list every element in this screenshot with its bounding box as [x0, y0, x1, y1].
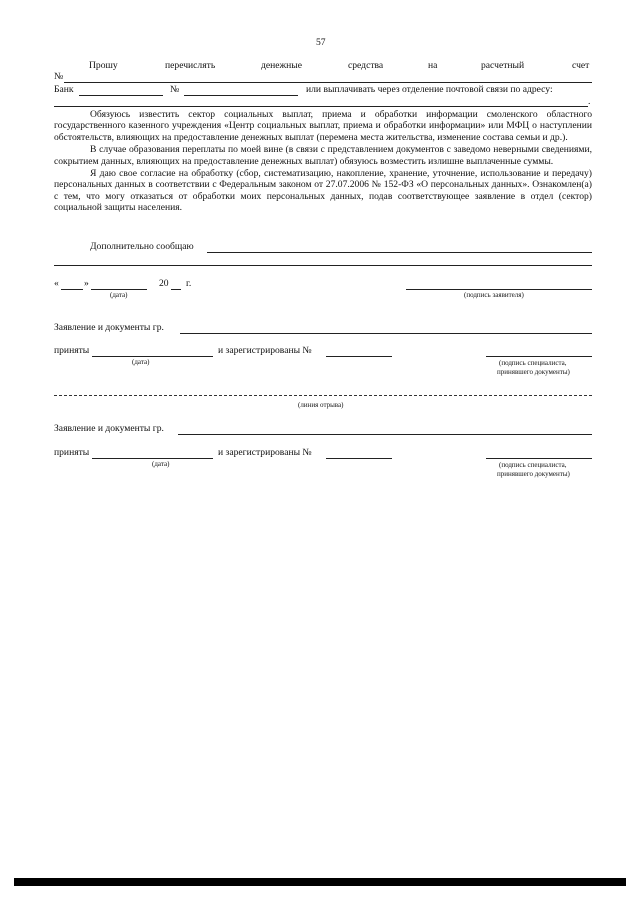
page-number: 57: [316, 37, 326, 48]
additional-info-field-2[interactable]: [54, 265, 592, 266]
paragraph-consent: Я даю свое согласие на обработку (сбор, систематизацию, накопление, хранение, уточнение, использование и передачу) персональных данных в соответствии с Федеральным законом от 27.07.2006 № 152-ФЗ «О персональных данных». Ознакомлен(а) с тем, что могу отказаться от обработки моих персональных данных, подав соответствующее заявление в отдел (сектор) социальной защиты населения.: [54, 168, 592, 214]
applicant-signature-field[interactable]: [406, 289, 592, 290]
account-number-label: №: [54, 71, 64, 82]
receipt2-registered-label: и зарегистрированы №: [218, 447, 312, 458]
header-word-2: перечислять: [165, 60, 216, 71]
applicant-signature-caption: (подпись заявителя): [464, 291, 524, 299]
bank-number-field[interactable]: [184, 95, 298, 96]
date-month-field[interactable]: [91, 289, 147, 290]
receipt2-accepted-label: приняты: [54, 447, 90, 458]
receipt1-reg-number-field[interactable]: [326, 356, 392, 357]
bank-label: Банк: [54, 84, 74, 95]
account-number-field[interactable]: [64, 82, 592, 83]
receipt2-docs-label: Заявление и документы гр.: [54, 423, 164, 434]
receipt1-sign-caption-1: (подпись специалиста,: [499, 359, 567, 367]
address-period: .: [588, 96, 591, 107]
paragraph-overpayment: В случае образования переплаты по моей вине (в связи с представлением документов с заведомо неверными сведениями, сокрытием данных, влияющих на предоставление денежных выплат) обязуюсь возместить излишне выплаченные суммы.: [54, 144, 592, 167]
tear-line-caption: (линия отрыва): [298, 401, 344, 409]
date-year-prefix: 20: [159, 278, 169, 289]
receipt1-specialist-signature-field[interactable]: [486, 356, 592, 357]
tear-line: [54, 395, 592, 396]
date-year-suffix: г.: [186, 278, 192, 289]
paragraph-notify: Обязуюсь известить сектор социальных выплат, приема и обработки информации смоленского областного государственного казенного учреждения «Центр социальных выплат, приема и обработки информации» или МФЦ о наступлении обстоятельств, влияющих на предоставление денежных выплат (перемена места жительства, изменение состава семьи и др.).: [54, 109, 592, 143]
receipt2-reg-number-field[interactable]: [326, 458, 392, 459]
receipt1-registered-label: и зарегистрированы №: [218, 345, 312, 356]
additional-info-field[interactable]: [207, 252, 592, 253]
receipt1-accepted-label: приняты: [54, 345, 90, 356]
bank-number-label: №: [170, 84, 180, 95]
header-word-4: средства: [348, 60, 384, 71]
header-word-1: Прошу: [89, 60, 118, 71]
date-year-field[interactable]: [171, 289, 181, 290]
date-caption: (дата): [110, 291, 128, 299]
receipt1-citizen-name-field[interactable]: [180, 333, 592, 334]
receipt2-date-field[interactable]: [92, 458, 213, 459]
receipt2-specialist-signature-field[interactable]: [486, 458, 592, 459]
date-close-quote: »: [84, 278, 89, 289]
date-open-quote: «: [54, 278, 59, 289]
header-word-5: на: [428, 60, 438, 71]
additional-info-label: Дополнительно сообщаю: [90, 241, 194, 252]
scan-edge-bar: [14, 878, 626, 886]
receipt1-sign-caption-2: принявшего документы): [497, 368, 570, 376]
date-day-field[interactable]: [61, 289, 83, 290]
receipt2-sign-caption-2: принявшего документы): [497, 470, 570, 478]
receipt2-date-caption: (дата): [152, 460, 170, 468]
header-word-3: денежные: [261, 60, 302, 71]
receipt1-date-field[interactable]: [92, 356, 213, 357]
post-office-text: или выплачивать через отделение почтовой связи по адресу:: [306, 84, 553, 95]
header-word-7: счет: [572, 60, 590, 71]
receipt1-date-caption: (дата): [132, 358, 150, 366]
address-field[interactable]: [54, 106, 588, 107]
bank-name-field[interactable]: [79, 95, 163, 96]
receipt2-sign-caption-1: (подпись специалиста,: [499, 461, 567, 469]
header-word-6: расчетный: [481, 60, 525, 71]
body-paragraphs: [54, 109, 592, 214]
receipt1-docs-label: Заявление и документы гр.: [54, 322, 164, 333]
receipt2-citizen-name-field[interactable]: [178, 434, 592, 435]
